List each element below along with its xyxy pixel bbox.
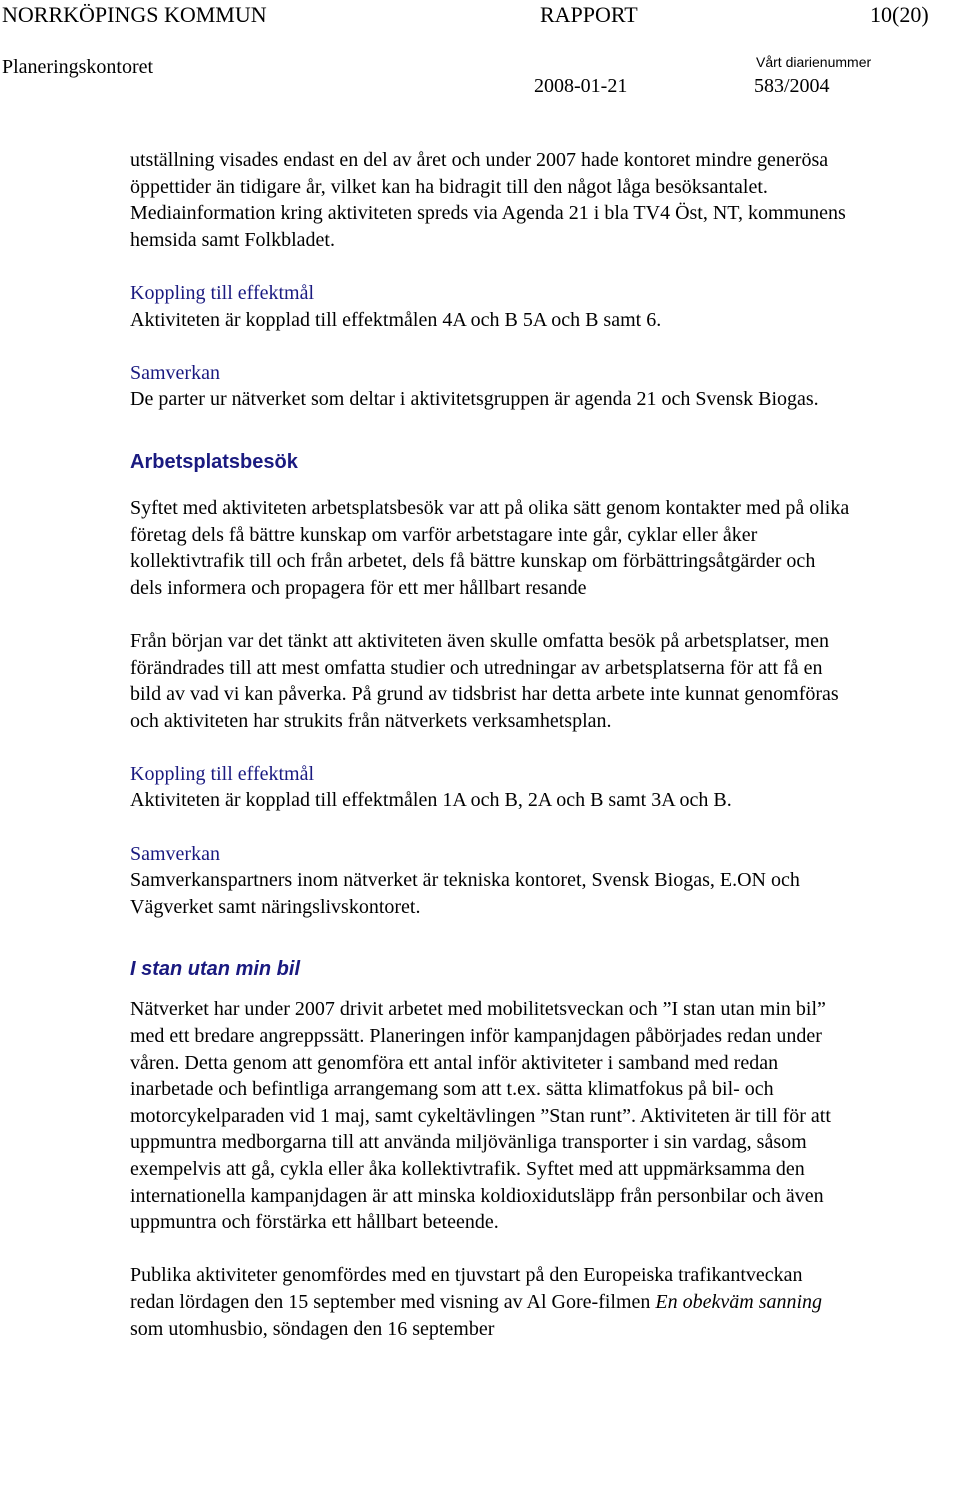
intro-paragraph: utställning visades endast en del av året och under 2007 hade kontoret mindre generösa öppettider än tidigare år, vilket kan ha bidragit till den något låga besöksantalet. Mediainformation kring aktiviteten spreds via Agenda 21 i bla TV4 Öst, NT, kommunens hemsida samt Folkbladet. — [130, 149, 846, 251]
arbetsplatsbesok-koppling-heading: Koppling till effektmål — [130, 762, 315, 785]
intro-samverkan-heading: Samverkan — [130, 361, 220, 384]
istan-paragraph-1: Nätverket har under 2007 drivit arbetet med mobilitetsveckan och ”I stan utan min bil” med ett bredare angreppssätt. Planeringen inför kampanjdagen påbörjades redan under våren. Detta genom att genomföra ett antal inför aktiviteter i samband med redan inarbetade och befintliga arrangemang som att t.ex. sätta klimatfokus på bil- och motorcykelparaden vid 1 maj, samt cykeltävlingen ”Stan runt”. Aktiviteten är till för att uppmuntra medborgarna till att använda miljövänliga transporter i sin vardag, såsom exempelvis att gå, cykla eller åka kollektivtrafik. Syftet med att uppmärksamma den internationella kampanjdagen är att minska koldioxidutsläpp från personbilar och även uppmuntra och förstärka ett hållbart beteende. — [130, 998, 831, 1234]
header-diarienummer: 583/2004 — [754, 75, 830, 97]
istan-paragraph-2 — [130, 1262, 850, 1342]
header-diarienummer-label: Vårt diarienummer — [756, 54, 872, 70]
film-title: En obekväm sanning — [655, 1290, 823, 1313]
header-department: Planeringskontoret — [2, 56, 154, 78]
intro-koppling-text: Aktiviteten är kopplad till effektmålen 4A och B 5A och B samt 6. — [130, 308, 662, 331]
intro-koppling-heading: Koppling till effektmål — [130, 281, 315, 304]
istan-paragraph-2-start: Publika aktiviteter genomfördes med en tjuvstart på den Europeiska trafikantveckan redan lördagen den 15 september med visning av Al Gore-filmen — [130, 1264, 803, 1313]
section-title-i-stan-utan-min-bil: I stan utan min bil — [130, 958, 301, 981]
arbetsplatsbesok-paragraph-1: Syftet med aktiviteten arbetsplatsbesök var att på olika sätt genom kontakter med på olika företag dels få bättre kunskap om varför arbetstagare inte går, cyklar eller åker kollektivtrafik till och från arbetet, dels få bättre kunskap om förbättringsåtgärder och dels informera och propagera för ett mer hållbart resande — [130, 496, 850, 599]
header-page-number: 10(20) — [870, 2, 929, 27]
istan-paragraph-2-end: som utomhusbio, söndagen den 16 september — [130, 1317, 495, 1340]
intro-samverkan-text: De parter ur nätverket som deltar i aktivitetsgruppen är agenda 21 och Svensk Biogas. — [130, 388, 819, 411]
header-organization: NORRKÖPINGS KOMMUN — [2, 2, 267, 27]
arbetsplatsbesok-paragraph-2: Från början var det tänkt att aktiviteten även skulle omfatta besök på arbetsplatser, men förändrades till att mest omfatta studier och utredningar av arbetsplatserna för att få en bild av vad vi kan påverka. På grund av tidsbrist har detta arbete inte kunnat genomföras och aktiviteten har strukits från nätverkets verksamhetsplan. — [130, 629, 839, 732]
arbetsplatsbesok-samverkan-heading: Samverkan — [130, 842, 220, 865]
document-body — [130, 147, 850, 1342]
header-document-type: RAPPORT — [540, 2, 638, 27]
header-date: 2008-01-21 — [534, 75, 628, 97]
arbetsplatsbesok-koppling-text: Aktiviteten är kopplad till effektmålen 1A och B, 2A och B samt 3A och B. — [130, 789, 732, 812]
arbetsplatsbesok-samverkan-text: Samverkanspartners inom nätverket är tekniska kontoret, Svensk Biogas, E.ON och Vägverket samt näringslivskontoret. — [130, 869, 800, 918]
section-title-arbetsplatsbesok: Arbetsplatsbesök — [130, 450, 298, 473]
